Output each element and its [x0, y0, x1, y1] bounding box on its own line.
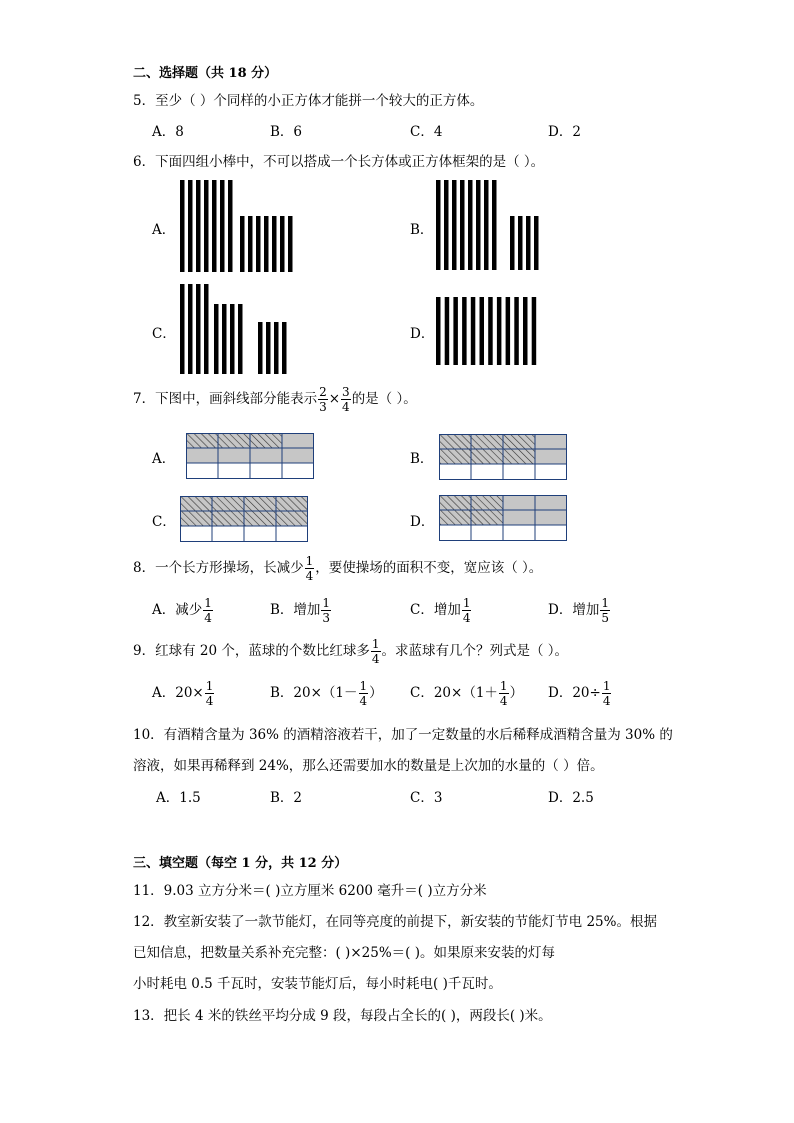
- q10-option-c[interactable]: C．3: [410, 790, 443, 806]
- q9-stem: [133, 638, 568, 665]
- q9-b-post: ）: [369, 685, 383, 701]
- q9-option-a[interactable]: [152, 680, 215, 707]
- q8-option-a[interactable]: [152, 597, 214, 624]
- q7-label-a[interactable]: A．: [152, 451, 176, 467]
- q10-line-2: 溶液，如果再稀释到 24%，那么还需要加水的数量是上次加的水量的（ ）倍。: [133, 758, 604, 774]
- q12-line-1: 12．教室新安装了一款节能灯，在同等亮度的前提下，新安装的节能灯节电 25%。根据: [133, 914, 657, 930]
- q8-denominator: 4: [305, 569, 314, 583]
- q6-sticks-a: [178, 180, 298, 272]
- q8-c-num: 1: [462, 596, 471, 610]
- q5-option-b[interactable]: B．6: [270, 124, 303, 140]
- q6-label-d[interactable]: D．: [410, 326, 435, 342]
- q9-b-den: 4: [359, 694, 368, 708]
- q9-b-num: 1: [359, 679, 368, 693]
- q11: 11．9.03 立方分米＝( )立方厘米 6200 毫升＝( )立方分米: [133, 883, 487, 899]
- q8-d-fraction: [600, 597, 610, 624]
- q9-option-b[interactable]: [270, 680, 383, 707]
- q5-option-c[interactable]: C．4: [410, 124, 443, 140]
- q8-option-d[interactable]: [548, 597, 611, 624]
- q6-sticks-b: [436, 180, 546, 270]
- q7-f1-denominator: 3: [319, 400, 327, 414]
- q9-c-den: 4: [499, 694, 508, 708]
- q9-fraction: [371, 638, 381, 665]
- q7-grid-b: [439, 434, 569, 480]
- q9-a-fraction: [205, 680, 215, 707]
- q9-c-fraction: [499, 680, 509, 707]
- q9-a-num: 1: [205, 679, 214, 693]
- q9-a-text: A．20×: [152, 685, 204, 701]
- q9-d-fraction: [602, 680, 612, 707]
- q7-grid-c: [180, 496, 312, 542]
- q7-fraction-2: [341, 386, 351, 413]
- q8-b-den: 3: [322, 611, 331, 625]
- q8-b-text: B．增加: [270, 602, 321, 618]
- q9-option-d[interactable]: [548, 680, 612, 707]
- q8-a-text: A．减少: [152, 602, 203, 618]
- q10-option-a[interactable]: A．1.5: [156, 790, 201, 806]
- q9-option-c[interactable]: [410, 680, 523, 707]
- q7-stem: [133, 386, 417, 413]
- q8-b-num: 1: [322, 596, 331, 610]
- q7-fraction-1: [318, 386, 328, 413]
- q10-option-b[interactable]: B．2: [270, 790, 303, 806]
- q10-line-1: 10．有酒精含量为 36% 的酒精溶液若干，加了一定数量的水后稀释成酒精含量为 30% 的: [133, 727, 673, 743]
- q6-sticks-d: [436, 297, 546, 365]
- q7-stem-pre: 7．下图中，画斜线部分能表示: [133, 391, 318, 407]
- q12-line-3: 小时耗电 0.5 千瓦时，安装节能灯后，每小时耗电( )千瓦时。: [133, 976, 502, 992]
- q6-label-c[interactable]: C．: [152, 326, 176, 342]
- q8-d-text: D．增加: [548, 602, 600, 618]
- q8-stem: [133, 555, 542, 582]
- q8-option-b[interactable]: [270, 597, 332, 624]
- q7-label-c[interactable]: C．: [152, 514, 176, 530]
- q8-a-fraction: [203, 597, 213, 624]
- q6-stem: 6．下面四组小棒中，不可以搭成一个长方体或正方体框架的是（ ）。: [133, 154, 545, 170]
- q9-numerator: 1: [371, 637, 380, 651]
- q7-stem-post: 的是（ ）。: [351, 391, 417, 407]
- section-2-title: 二、选择题（共 18 分）: [133, 66, 278, 81]
- q8-fraction: [305, 555, 315, 582]
- q6-label-a[interactable]: A．: [152, 222, 176, 238]
- q8-stem-pre: 8．一个长方形操场，长减少: [133, 560, 304, 576]
- q9-c-text: C．20×（1＋: [410, 685, 498, 701]
- q8-b-fraction: [321, 597, 331, 624]
- q9-d-num: 1: [602, 679, 611, 693]
- q9-stem-post: 。求蓝球有几个？列式是（ ）。: [381, 643, 569, 659]
- q8-c-den: 4: [462, 611, 471, 625]
- q5-option-a[interactable]: A．8: [152, 124, 184, 140]
- q5-stem: 5．至少（ ）个同样的小正方体才能拼一个较大的正方体。: [133, 93, 484, 109]
- q6-label-b[interactable]: B．: [410, 222, 434, 238]
- q8-d-den: 5: [601, 611, 609, 625]
- q9-b-fraction: [359, 680, 369, 707]
- q7-grid-d: [439, 495, 569, 541]
- q9-stem-pre: 9．红球有 20 个，蓝球的个数比红球多: [133, 643, 370, 659]
- q8-stem-post: ，要使操场的面积不变，宽应该（ ）。: [315, 560, 543, 576]
- q8-option-c[interactable]: [410, 597, 472, 624]
- q9-c-num: 1: [499, 679, 508, 693]
- q6-sticks-c: [178, 284, 293, 374]
- q9-d-den: 4: [602, 694, 611, 708]
- q8-numerator: 1: [305, 554, 314, 568]
- q5-option-d[interactable]: D．2: [548, 124, 581, 140]
- q12-line-2: 已知信息，把数量关系补充完整：( )×25%＝( )。如果原来安装的灯每: [133, 945, 555, 961]
- q8-c-text: C．增加: [410, 602, 461, 618]
- q9-a-den: 4: [205, 694, 214, 708]
- q9-b-text: B．20×（1－: [270, 685, 358, 701]
- q7-f1-numerator: 2: [319, 385, 327, 399]
- q13: 13．把长 4 米的铁丝平均分成 9 段，每段占全长的( )，两段长( )米。: [133, 1008, 552, 1024]
- q9-c-post: ）: [509, 685, 524, 701]
- q9-d-text: D．20÷: [548, 685, 601, 701]
- q7-f2-numerator: 3: [342, 385, 350, 399]
- q9-denominator: 4: [371, 652, 380, 666]
- q7-label-b[interactable]: B．: [410, 451, 434, 467]
- section-3-title: 三、填空题（每空 1 分，共 12 分）: [133, 856, 348, 871]
- q7-f2-denominator: 4: [342, 400, 350, 414]
- q8-c-fraction: [462, 597, 472, 624]
- q10-option-d[interactable]: D．2.5: [548, 790, 594, 806]
- q8-a-num: 1: [204, 596, 212, 610]
- q8-a-den: 4: [204, 611, 212, 625]
- q7-times: ×: [328, 391, 341, 407]
- q7-grid-a: [186, 433, 316, 479]
- q7-label-d[interactable]: D．: [410, 514, 435, 530]
- q8-d-num: 1: [601, 596, 609, 610]
